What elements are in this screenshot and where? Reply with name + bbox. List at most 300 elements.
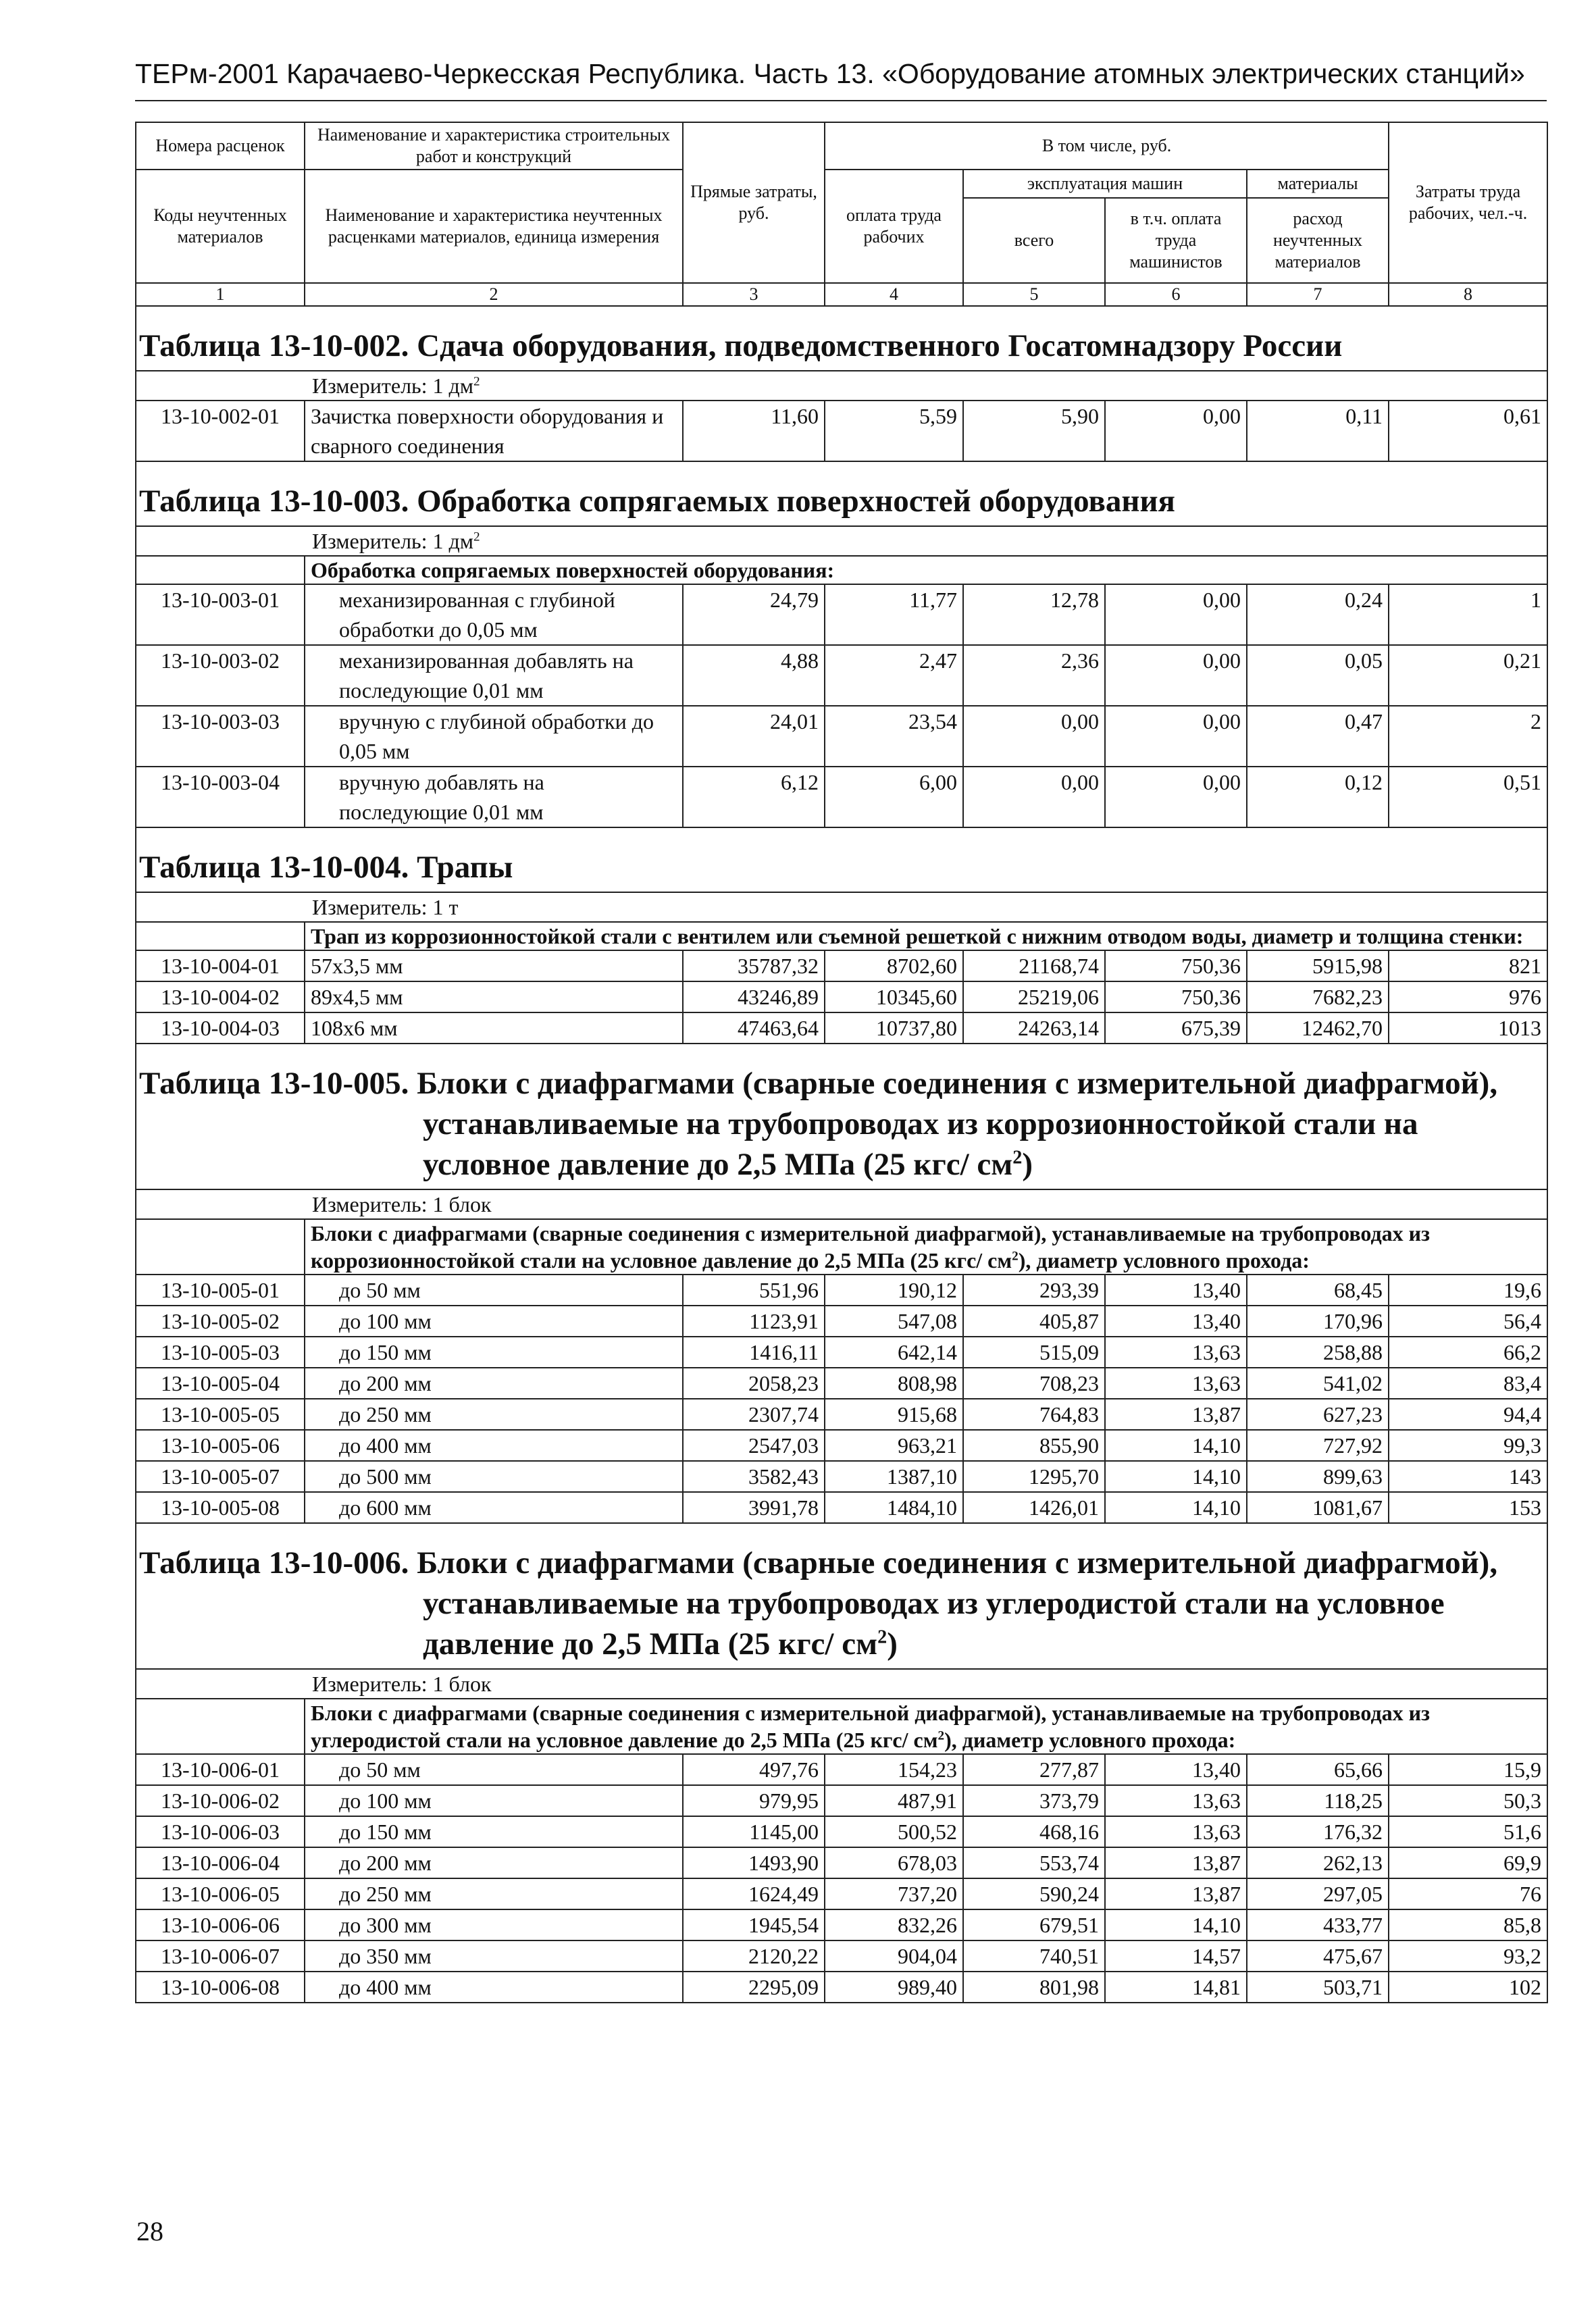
- rate-wages: 808,98: [825, 1368, 963, 1399]
- rate-machinists: 13,63: [1105, 1785, 1247, 1816]
- table-title-text: [139, 481, 1544, 521]
- table-title-row: [136, 461, 1547, 526]
- table-title: [136, 827, 1547, 892]
- rate-materials: 0,11: [1247, 401, 1389, 461]
- caption-row: [136, 1699, 1547, 1754]
- rate-machines: 801,98: [963, 1972, 1105, 2003]
- rate-labor: 94,4: [1389, 1399, 1547, 1430]
- rate-materials: 262,13: [1247, 1847, 1389, 1878]
- table-row: [136, 1847, 1547, 1878]
- table-row: [136, 1878, 1547, 1909]
- rate-direct: 47463,64: [683, 1012, 825, 1044]
- rate-machines: 0,00: [963, 767, 1105, 827]
- table-row: [136, 1940, 1547, 1972]
- unit-measure: [136, 371, 1547, 401]
- rate-machines: 2,36: [963, 645, 1105, 706]
- col-codes: Коды неучтенных материалов: [136, 170, 305, 283]
- header-rule: [135, 100, 1547, 101]
- table-row: [136, 1399, 1547, 1430]
- table-row: [136, 981, 1547, 1012]
- rate-machinists: 0,00: [1105, 584, 1247, 645]
- rate-machines: 708,23: [963, 1368, 1105, 1399]
- table-title: [136, 1044, 1547, 1189]
- col-number: 8: [1389, 283, 1547, 306]
- group-caption-text: Трап из коррозионностойкой стали с вентилем или съемной решеткой с нижним отводом воды, диаметр и толщина стенки:: [311, 924, 1524, 948]
- table-row: [136, 1430, 1547, 1461]
- rate-direct: 1493,90: [683, 1847, 825, 1878]
- column-numbers-row: [136, 283, 1547, 306]
- rate-direct: 497,76: [683, 1754, 825, 1785]
- rate-machinists: 14,10: [1105, 1909, 1247, 1940]
- rate-machinists: 13,87: [1105, 1847, 1247, 1878]
- rate-name: до 250 мм: [305, 1878, 683, 1909]
- rate-labor: 15,9: [1389, 1754, 1547, 1785]
- table-row: [136, 1754, 1547, 1785]
- rate-name: до 250 мм: [305, 1399, 683, 1430]
- unit-superscript: 2: [473, 530, 480, 544]
- rate-name: до 50 мм: [305, 1275, 683, 1306]
- unit-text: Измеритель: 1 дм: [312, 374, 474, 398]
- rate-labor: 102: [1389, 1972, 1547, 2003]
- rate-code: 13-10-006-04: [136, 1847, 305, 1878]
- rate-machines: 24263,14: [963, 1012, 1105, 1044]
- rate-machines: 25219,06: [963, 981, 1105, 1012]
- table-row: [136, 1972, 1547, 2003]
- rate-machinists: 750,36: [1105, 950, 1247, 981]
- rate-machinists: 13,63: [1105, 1816, 1247, 1847]
- rate-code: 13-10-006-06: [136, 1909, 305, 1940]
- table-row: [136, 767, 1547, 827]
- rate-wages: 8702,60: [825, 950, 963, 981]
- rate-machines: 21168,74: [963, 950, 1105, 981]
- rate-labor: 1: [1389, 584, 1547, 645]
- group-caption-tail: ), диаметр условного прохода:: [1018, 1248, 1310, 1272]
- unit-text: Измеритель: 1 блок: [312, 1192, 492, 1216]
- rate-wages: 2,47: [825, 645, 963, 706]
- rate-code: 13-10-005-04: [136, 1368, 305, 1399]
- table-title: [136, 306, 1547, 371]
- rate-machinists: 13,40: [1105, 1306, 1247, 1337]
- rate-name: до 150 мм: [305, 1816, 683, 1847]
- table-row: [136, 1816, 1547, 1847]
- rate-wages: 547,08: [825, 1306, 963, 1337]
- unit-measure: [136, 1669, 1547, 1699]
- rate-name: до 600 мм: [305, 1492, 683, 1523]
- rate-materials: 899,63: [1247, 1461, 1389, 1492]
- unit-measure: [136, 526, 1547, 556]
- rate-direct: 4,88: [683, 645, 825, 706]
- rate-machinists: 0,00: [1105, 706, 1247, 767]
- rate-machines: 373,79: [963, 1785, 1105, 1816]
- rate-machinists: 13,40: [1105, 1754, 1247, 1785]
- header-row-1: [136, 122, 1547, 170]
- rate-code: 13-10-006-05: [136, 1878, 305, 1909]
- col-rates-number: Номера расценок: [136, 122, 305, 170]
- table-title-row: [136, 306, 1547, 371]
- rate-machines: 740,51: [963, 1940, 1105, 1972]
- rate-wages: 11,77: [825, 584, 963, 645]
- caption-empty-cell: [136, 922, 305, 950]
- table-title-main: Таблица 13-10-005. Блоки с диафрагмами (сварные соединения с измерительной диафрагмой), устанавливаемые на трубопроводах из коррозионностойкой стали на условное давление до 2,5 МПа (25 кгс/ см: [139, 1066, 1498, 1182]
- table-row: [136, 401, 1547, 461]
- rate-labor: 85,8: [1389, 1909, 1547, 1940]
- rate-wages: 6,00: [825, 767, 963, 827]
- rate-code: 13-10-003-03: [136, 706, 305, 767]
- rate-wages: 1387,10: [825, 1461, 963, 1492]
- table-title-tail: ): [1022, 1147, 1033, 1182]
- rate-name: до 100 мм: [305, 1785, 683, 1816]
- rate-code: 13-10-005-05: [136, 1399, 305, 1430]
- rate-machinists: 13,87: [1105, 1878, 1247, 1909]
- table-row: [136, 1012, 1547, 1044]
- rate-direct: 3991,78: [683, 1492, 825, 1523]
- unit-measure: [136, 1189, 1547, 1219]
- rate-code: 13-10-006-03: [136, 1816, 305, 1847]
- group-caption-text: Блоки с диафрагмами (сварные соединения с измерительной диафрагмой), устанавливаемые на трубопроводах из углеродистой стали на условное давление до 2,5 МПа (25 кгс/ см: [311, 1701, 1430, 1752]
- rate-name: до 400 мм: [305, 1430, 683, 1461]
- rate-direct: 2058,23: [683, 1368, 825, 1399]
- rate-materials: 475,67: [1247, 1940, 1389, 1972]
- table-title-main: Таблица 13-10-003. Обработка сопрягаемых поверхностей оборудования: [139, 484, 1175, 519]
- rate-labor: 93,2: [1389, 1940, 1547, 1972]
- rate-materials: 7682,23: [1247, 981, 1389, 1012]
- rate-wages: 832,26: [825, 1909, 963, 1940]
- rate-direct: 551,96: [683, 1275, 825, 1306]
- rate-code: 13-10-004-03: [136, 1012, 305, 1044]
- caption-row: [136, 1219, 1547, 1275]
- rate-name: до 150 мм: [305, 1337, 683, 1368]
- rate-materials: 433,77: [1247, 1909, 1389, 1940]
- rate-name: 108x6 мм: [305, 1012, 683, 1044]
- rate-wages: 154,23: [825, 1754, 963, 1785]
- rate-machines: 293,39: [963, 1275, 1105, 1306]
- table-row: [136, 1337, 1547, 1368]
- rate-direct: 11,60: [683, 401, 825, 461]
- table-row: [136, 1306, 1547, 1337]
- rate-machinists: 14,10: [1105, 1461, 1247, 1492]
- rate-name: вручную с глубиной обработки до 0,05 мм: [305, 706, 683, 767]
- rate-labor: 99,3: [1389, 1430, 1547, 1461]
- rate-code: 13-10-005-08: [136, 1492, 305, 1523]
- rate-direct: 43246,89: [683, 981, 825, 1012]
- rate-direct: 6,12: [683, 767, 825, 827]
- rate-name: 89x4,5 мм: [305, 981, 683, 1012]
- caption-empty-cell: [136, 1699, 305, 1754]
- rate-machinists: 0,00: [1105, 645, 1247, 706]
- group-caption-superscript: 2: [937, 1728, 945, 1743]
- rate-name: до 50 мм: [305, 1754, 683, 1785]
- rate-machinists: 13,87: [1105, 1399, 1247, 1430]
- rate-machines: 0,00: [963, 706, 1105, 767]
- table-title-row: [136, 1523, 1547, 1669]
- rate-machinists: 14,10: [1105, 1492, 1247, 1523]
- rate-machinists: 14,10: [1105, 1430, 1247, 1461]
- rate-wages: 500,52: [825, 1816, 963, 1847]
- rate-labor: 2: [1389, 706, 1547, 767]
- rate-machinists: 0,00: [1105, 767, 1247, 827]
- table-title: [136, 1523, 1547, 1669]
- rate-machines: 277,87: [963, 1754, 1105, 1785]
- rate-direct: 2120,22: [683, 1940, 825, 1972]
- rate-machinists: 13,63: [1105, 1337, 1247, 1368]
- table-title-tail: ): [887, 1626, 898, 1662]
- rate-wages: 737,20: [825, 1878, 963, 1909]
- col-machinists-wages: в т.ч. оплата труда машинистов: [1105, 198, 1247, 283]
- rate-name: механизированная добавлять на последующие 0,01 мм: [305, 645, 683, 706]
- rate-materials: 258,88: [1247, 1337, 1389, 1368]
- rate-direct: 1145,00: [683, 1816, 825, 1847]
- table-row: [136, 950, 1547, 981]
- table-row: [136, 1461, 1547, 1492]
- rate-code: 13-10-004-01: [136, 950, 305, 981]
- rate-direct: 2307,74: [683, 1399, 825, 1430]
- rate-name: до 300 мм: [305, 1909, 683, 1940]
- rate-direct: 3582,43: [683, 1461, 825, 1492]
- rate-labor: 153: [1389, 1492, 1547, 1523]
- rate-labor: 51,6: [1389, 1816, 1547, 1847]
- table-title-superscript: 2: [877, 1626, 887, 1648]
- rate-materials: 1081,67: [1247, 1492, 1389, 1523]
- group-caption: [305, 556, 1547, 584]
- rate-code: 13-10-002-01: [136, 401, 305, 461]
- unit-text: Измеритель: 1 т: [312, 895, 459, 919]
- rate-machines: 553,74: [963, 1847, 1105, 1878]
- rate-wages: 963,21: [825, 1430, 963, 1461]
- rate-direct: 1945,54: [683, 1909, 825, 1940]
- group-caption-tail: ), диаметр условного прохода:: [944, 1728, 1236, 1752]
- table-title-text: [139, 326, 1544, 366]
- rate-direct: 24,01: [683, 706, 825, 767]
- col-number: 4: [825, 283, 963, 306]
- rate-materials: 12462,70: [1247, 1012, 1389, 1044]
- rate-name: до 200 мм: [305, 1847, 683, 1878]
- rate-name: механизированная с глубиной обработки до 0,05 мм: [305, 584, 683, 645]
- rate-name: 57x3,5 мм: [305, 950, 683, 981]
- col-number: 2: [305, 283, 683, 306]
- table-title-text: [139, 1543, 1544, 1664]
- rate-machinists: 675,39: [1105, 1012, 1247, 1044]
- rate-code: 13-10-006-07: [136, 1940, 305, 1972]
- rate-name: вручную добавлять на последующие 0,01 мм: [305, 767, 683, 827]
- rate-materials: 68,45: [1247, 1275, 1389, 1306]
- table-row: [136, 1909, 1547, 1940]
- rate-machines: 764,83: [963, 1399, 1105, 1430]
- rate-materials: 0,05: [1247, 645, 1389, 706]
- unit-measure: [136, 892, 1547, 922]
- col-number: 3: [683, 283, 825, 306]
- rate-code: 13-10-006-02: [136, 1785, 305, 1816]
- table-title-row: [136, 1044, 1547, 1189]
- rate-machinists: 14,57: [1105, 1940, 1247, 1972]
- rate-wages: 5,59: [825, 401, 963, 461]
- unit-row: [136, 1669, 1547, 1699]
- table-row: [136, 584, 1547, 645]
- table-title: [136, 461, 1547, 526]
- rate-machines: 1426,01: [963, 1492, 1105, 1523]
- rate-labor: 69,9: [1389, 1847, 1547, 1878]
- group-caption-text: Блоки с диафрагмами (сварные соединения с измерительной диафрагмой), устанавливаемые на трубопроводах из коррозионностойкой стали на условное давление до 2,5 МПа (25 кгс/ см: [311, 1221, 1430, 1272]
- col-number: 7: [1247, 283, 1389, 306]
- caption-row: [136, 922, 1547, 950]
- rate-code: 13-10-004-02: [136, 981, 305, 1012]
- rate-code: 13-10-005-07: [136, 1461, 305, 1492]
- col-number: 6: [1105, 283, 1247, 306]
- rate-labor: 976: [1389, 981, 1547, 1012]
- rate-wages: 915,68: [825, 1399, 963, 1430]
- col-materials: материалы: [1247, 170, 1389, 198]
- table-title-text: [139, 1063, 1544, 1185]
- rate-wages: 10345,60: [825, 981, 963, 1012]
- rate-materials: 0,47: [1247, 706, 1389, 767]
- rate-materials: 176,32: [1247, 1816, 1389, 1847]
- rate-materials: 65,66: [1247, 1754, 1389, 1785]
- rate-direct: 979,95: [683, 1785, 825, 1816]
- unit-superscript: 2: [473, 374, 480, 389]
- rate-direct: 1123,91: [683, 1306, 825, 1337]
- rate-machines: 12,78: [963, 584, 1105, 645]
- rate-wages: 190,12: [825, 1275, 963, 1306]
- rate-name: Зачистка поверхности оборудования и сварного соединения: [305, 401, 683, 461]
- rate-direct: 1416,11: [683, 1337, 825, 1368]
- rate-code: 13-10-005-06: [136, 1430, 305, 1461]
- rate-labor: 0,61: [1389, 401, 1547, 461]
- rate-labor: 56,4: [1389, 1306, 1547, 1337]
- rate-direct: 2295,09: [683, 1972, 825, 2003]
- rate-name: до 200 мм: [305, 1368, 683, 1399]
- rate-materials: 627,23: [1247, 1399, 1389, 1430]
- rate-labor: 83,4: [1389, 1368, 1547, 1399]
- unit-row: [136, 892, 1547, 922]
- rate-name: до 400 мм: [305, 1972, 683, 2003]
- col-machines: эксплуатация машин: [963, 170, 1247, 198]
- rate-code: 13-10-005-02: [136, 1306, 305, 1337]
- unit-row: [136, 1189, 1547, 1219]
- rate-labor: 0,51: [1389, 767, 1547, 827]
- col-number: 1: [136, 283, 305, 306]
- col-direct-costs: Прямые затраты, руб.: [683, 122, 825, 283]
- table-title-row: [136, 827, 1547, 892]
- col-number: 5: [963, 283, 1105, 306]
- rate-machines: 855,90: [963, 1430, 1105, 1461]
- col-wages: оплата труда рабочих: [825, 170, 963, 283]
- group-caption: [305, 922, 1547, 950]
- col-labor: Затраты труда рабочих, чел.-ч.: [1389, 122, 1547, 283]
- rate-machines: 405,87: [963, 1306, 1105, 1337]
- rate-code: 13-10-005-03: [136, 1337, 305, 1368]
- page-number: 28: [136, 2216, 163, 2246]
- rate-materials: 727,92: [1247, 1430, 1389, 1461]
- rate-machines: 679,51: [963, 1909, 1105, 1940]
- caption-row: [136, 556, 1547, 584]
- rate-machinists: 750,36: [1105, 981, 1247, 1012]
- rate-labor: 143: [1389, 1461, 1547, 1492]
- rate-wages: 487,91: [825, 1785, 963, 1816]
- caption-empty-cell: [136, 1219, 305, 1275]
- rate-wages: 904,04: [825, 1940, 963, 1972]
- unit-row: [136, 371, 1547, 401]
- rate-direct: 1624,49: [683, 1878, 825, 1909]
- rate-labor: 0,21: [1389, 645, 1547, 706]
- table-title-superscript: 2: [1012, 1147, 1023, 1168]
- rate-labor: 1013: [1389, 1012, 1547, 1044]
- caption-empty-cell: [136, 556, 305, 584]
- rate-labor: 66,2: [1389, 1337, 1547, 1368]
- rate-wages: 1484,10: [825, 1492, 963, 1523]
- rate-code: 13-10-003-02: [136, 645, 305, 706]
- table-row: [136, 1368, 1547, 1399]
- rate-machinists: 14,81: [1105, 1972, 1247, 2003]
- rate-materials: 297,05: [1247, 1878, 1389, 1909]
- col-name-works: Наименование и характеристика строительных работ и конструкций: [305, 122, 683, 170]
- rate-name: до 100 мм: [305, 1306, 683, 1337]
- rate-materials: 5915,98: [1247, 950, 1389, 981]
- rate-code: 13-10-003-04: [136, 767, 305, 827]
- col-name-materials: Наименование и характеристика неучтенных расценками материалов, единица измерения: [305, 170, 683, 283]
- header-row-2: [136, 170, 1547, 198]
- rates-table-body: [136, 122, 1547, 2003]
- rate-machinists: 0,00: [1105, 401, 1247, 461]
- rate-labor: 19,6: [1389, 1275, 1547, 1306]
- col-machines-total: всего: [963, 198, 1105, 283]
- rate-materials: 0,24: [1247, 584, 1389, 645]
- rate-wages: 642,14: [825, 1337, 963, 1368]
- rate-labor: 50,3: [1389, 1785, 1547, 1816]
- rate-code: 13-10-006-08: [136, 1972, 305, 2003]
- table-row: [136, 645, 1547, 706]
- rate-machines: 5,90: [963, 401, 1105, 461]
- rate-labor: 821: [1389, 950, 1547, 981]
- rate-materials: 503,71: [1247, 1972, 1389, 2003]
- rate-code: 13-10-003-01: [136, 584, 305, 645]
- unit-row: [136, 526, 1547, 556]
- rate-materials: 170,96: [1247, 1306, 1389, 1337]
- table-title-main: Таблица 13-10-006. Блоки с диафрагмами (сварные соединения с измерительной диафрагмой), устанавливаемые на трубопроводах из углеродистой стали на условное давление до 2,5 МПа (25 кгс/ см: [139, 1545, 1498, 1662]
- rate-machines: 468,16: [963, 1816, 1105, 1847]
- rate-machines: 1295,70: [963, 1461, 1105, 1492]
- rate-name: до 500 мм: [305, 1461, 683, 1492]
- rates-table: [135, 122, 1548, 2003]
- group-caption: [305, 1219, 1547, 1275]
- table-row: [136, 1275, 1547, 1306]
- group-caption-text: Обработка сопрягаемых поверхностей оборудования:: [311, 558, 835, 582]
- rate-materials: 118,25: [1247, 1785, 1389, 1816]
- col-materials-use: расход неучтенных материалов: [1247, 198, 1389, 283]
- rate-code: 13-10-005-01: [136, 1275, 305, 1306]
- rate-materials: 541,02: [1247, 1368, 1389, 1399]
- rate-labor: 76: [1389, 1878, 1547, 1909]
- rate-machines: 515,09: [963, 1337, 1105, 1368]
- rate-machinists: 13,63: [1105, 1368, 1247, 1399]
- rate-wages: 678,03: [825, 1847, 963, 1878]
- rate-code: 13-10-006-01: [136, 1754, 305, 1785]
- rate-wages: 23,54: [825, 706, 963, 767]
- rate-machines: 590,24: [963, 1878, 1105, 1909]
- rate-materials: 0,12: [1247, 767, 1389, 827]
- page-header: ТЕРм-2001 Карачаево-Черкесская Республика. Часть 13. «Оборудование атомных электрических станций»: [135, 58, 1525, 89]
- rate-direct: 24,79: [683, 584, 825, 645]
- group-caption-superscript: 2: [1012, 1249, 1019, 1264]
- rate-wages: 10737,80: [825, 1012, 963, 1044]
- table-title-main: Таблица 13-10-002. Сдача оборудования, подведомственного Госатомнадзору России: [139, 328, 1343, 363]
- table-row: [136, 1785, 1547, 1816]
- group-caption: [305, 1699, 1547, 1754]
- table-title-main: Таблица 13-10-004. Трапы: [139, 850, 513, 885]
- rate-machinists: 13,40: [1105, 1275, 1247, 1306]
- rate-name: до 350 мм: [305, 1940, 683, 1972]
- rate-direct: 35787,32: [683, 950, 825, 981]
- table-row: [136, 706, 1547, 767]
- table-title-text: [139, 847, 1544, 888]
